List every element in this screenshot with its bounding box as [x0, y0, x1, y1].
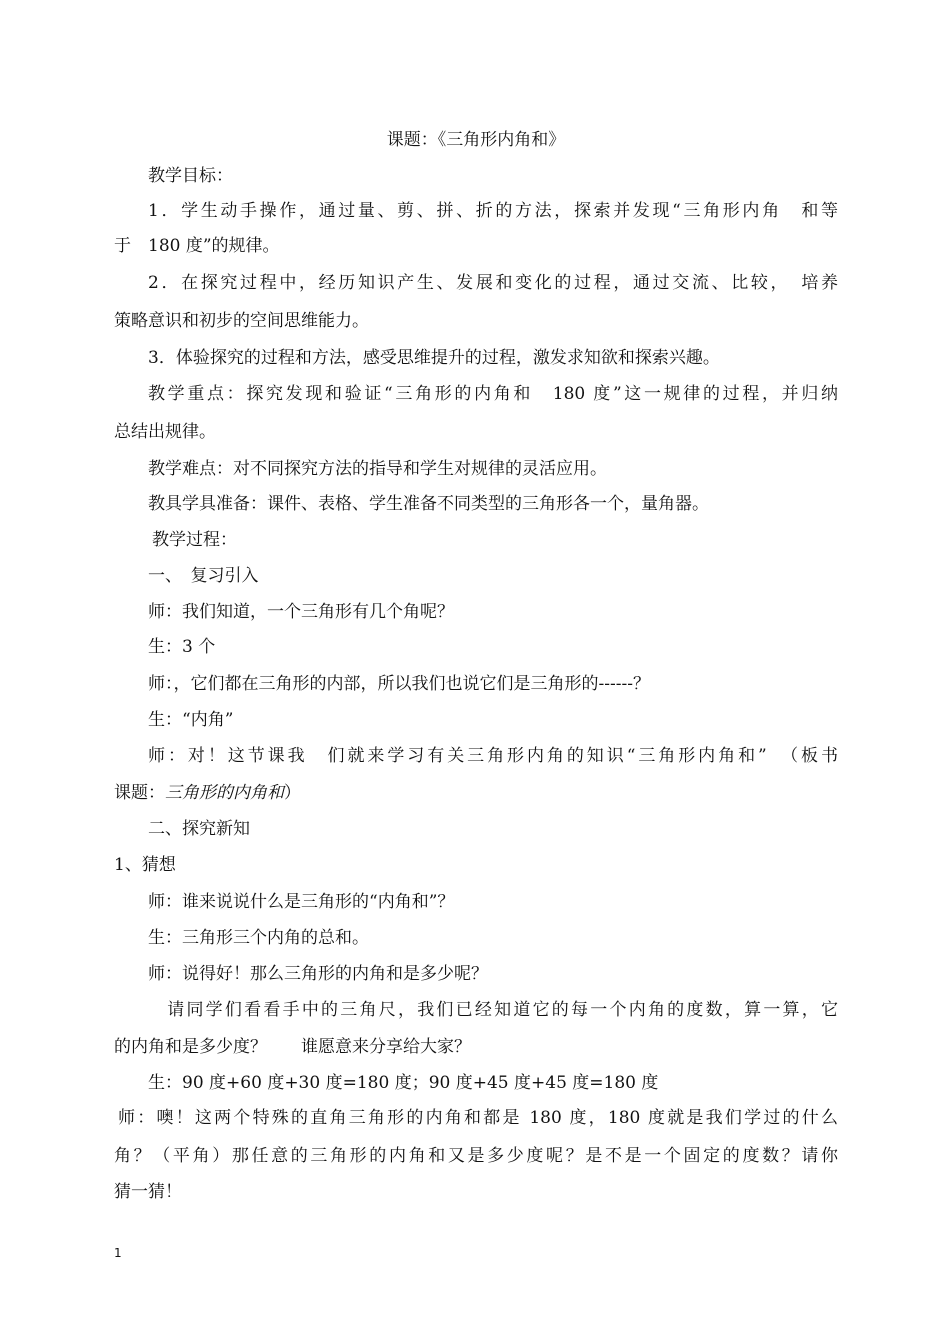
- dialogue-line: 师：谁来说说什么是三角形的“内角和”？: [148, 892, 455, 912]
- dialogue-line-continued: [114, 781, 838, 805]
- paragraph-line: 猜一猜！: [114, 1182, 182, 1202]
- section-heading-review: 一、 复习引入: [148, 566, 259, 586]
- dialogue-line: 师：对！这节课我 们就来学习有关三角形内角的知识“三角形内角和” （板书: [148, 746, 838, 766]
- page-number: 1: [114, 1246, 122, 1260]
- dialogue-line: 师：，它们都在三角形的内部，所以我们也说它们是三角形的------？: [148, 674, 650, 694]
- paragraph-line: 教具学具准备：课件、表格、学生准备不同类型的三角形各一个，量角器。: [148, 494, 709, 514]
- section-heading-objectives: 教学目标：: [148, 166, 233, 186]
- section-heading-explore: 二、探究新知: [148, 819, 250, 839]
- paragraph-line: 总结出规律。: [114, 422, 216, 442]
- paragraph-line: 教学重点：探究发现和验证“三角形的内角和 180 度”这一规律的过程，并归纳: [148, 384, 838, 404]
- paragraph-line: 3．体验探究的过程和方法，感受思维提升的过程，激发求知欲和探索兴趣。: [148, 348, 720, 368]
- paragraph-line: 1．学生动手操作，通过量、剪、拼、折的方法，探索并发现“三角形内角 和等: [148, 201, 838, 221]
- paragraph-line: 请同学们看看手中的三角尺，我们已经知道它的每一个内角的度数，算一算，它: [148, 1000, 838, 1020]
- paragraph-line: 于 180 度”的规律。: [114, 236, 280, 256]
- subsection-heading-guess: 1、猜想: [114, 855, 176, 875]
- board-title-italic: 三角形的内角和: [165, 783, 284, 803]
- dialogue-line: 生：三角形三个内角的总和。: [148, 928, 369, 948]
- closing-paren: ）: [284, 783, 301, 803]
- paragraph-line: 的内角和是多少度？ 谁愿意来分享给大家？: [114, 1037, 471, 1057]
- dialogue-line: 生：3 个: [148, 637, 216, 657]
- dialogue-line: 师：噢！这两个特殊的直角三角形的内角和都是 180 度，180 度就是我们学过的什么: [118, 1108, 838, 1128]
- paragraph-line: 2．在探究过程中，经历知识产生、发展和变化的过程，通过交流、比较， 培养: [148, 273, 838, 293]
- dialogue-line: 师：说得好！那么三角形的内角和是多少呢？: [148, 964, 488, 984]
- board-label: 课题：: [114, 783, 165, 803]
- page-title: 课题：《三角形内角和》: [386, 130, 566, 150]
- dialogue-line: 生：“内角”: [148, 710, 234, 730]
- paragraph-line: 教学难点：对不同探究方法的指导和学生对规律的灵活应用。: [148, 459, 607, 479]
- dialogue-line: 师：我们知道，一个三角形有几个角呢？: [148, 602, 454, 622]
- dialogue-line: 生：90 度+60 度+30 度=180 度；90 度+45 度+45 度=180 度: [148, 1073, 659, 1093]
- paragraph-line: 策略意识和初步的空间思维能力。: [114, 311, 369, 331]
- paragraph-line: 角？（平角）那任意的三角形的内角和又是多少度呢？是不是一个固定的度数？请你: [114, 1146, 838, 1166]
- section-heading-process: 教学过程：: [152, 530, 237, 550]
